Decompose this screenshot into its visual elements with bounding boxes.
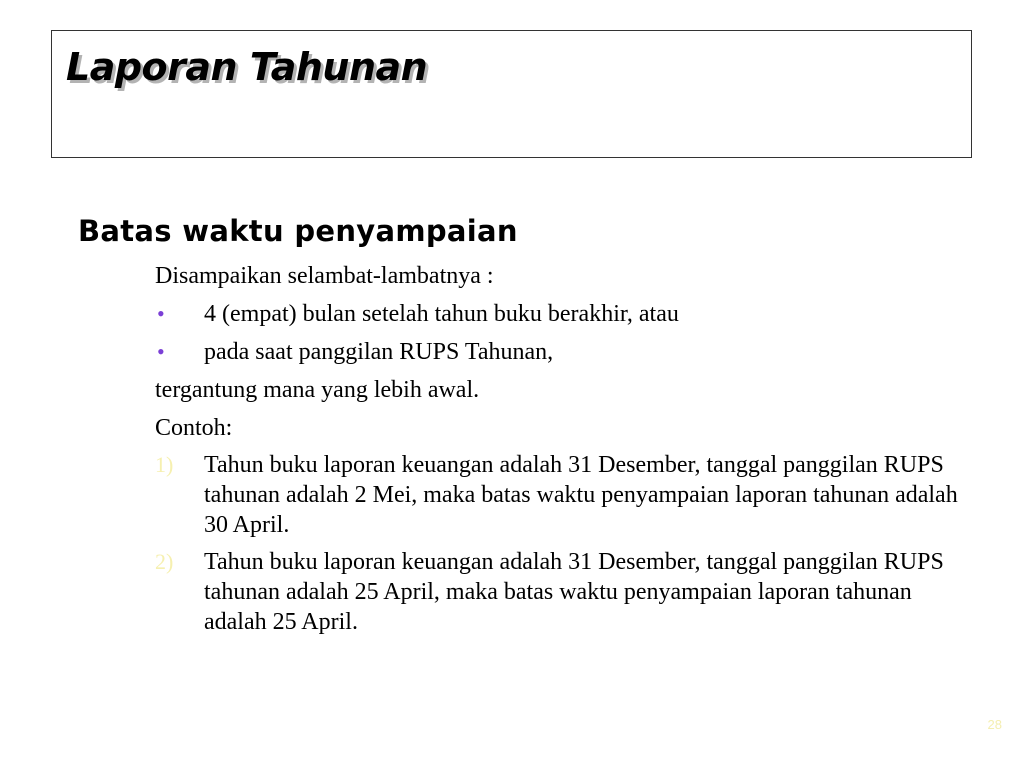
example-label: Contoh: bbox=[155, 415, 233, 441]
intro-text: Disampaikan selambat-lambatnya : bbox=[155, 263, 494, 289]
title-box bbox=[51, 30, 972, 158]
slide-title: Laporan Tahunan bbox=[66, 45, 428, 89]
page-number: 28 bbox=[987, 717, 1002, 732]
example-text: Tahun buku laporan keuangan adalah 31 Desember, tanggal panggilan RUPS tahunan adalah 2 Mei, maka batas waktu penyampaian laporan tahunan adalah 30 April. bbox=[204, 452, 958, 538]
conclusion-text: tergantung mana yang lebih awal. bbox=[155, 377, 480, 403]
example-text: Tahun buku laporan keuangan adalah 31 Desember, tanggal panggilan RUPS tahunan adalah 25 April, maka batas waktu penyampaian laporan tahunan adalah 25 April. bbox=[204, 549, 944, 635]
bullet-icon: • bbox=[157, 301, 165, 326]
bullet-icon: • bbox=[157, 339, 165, 364]
section-heading: Batas waktu penyampaian bbox=[78, 214, 518, 248]
list-number: 1) bbox=[155, 452, 174, 477]
bullet-text: pada saat panggilan RUPS Tahunan, bbox=[204, 339, 554, 365]
list-number: 2) bbox=[155, 549, 174, 574]
bullet-text: 4 (empat) bulan setelah tahun buku berakhir, atau bbox=[204, 301, 679, 327]
